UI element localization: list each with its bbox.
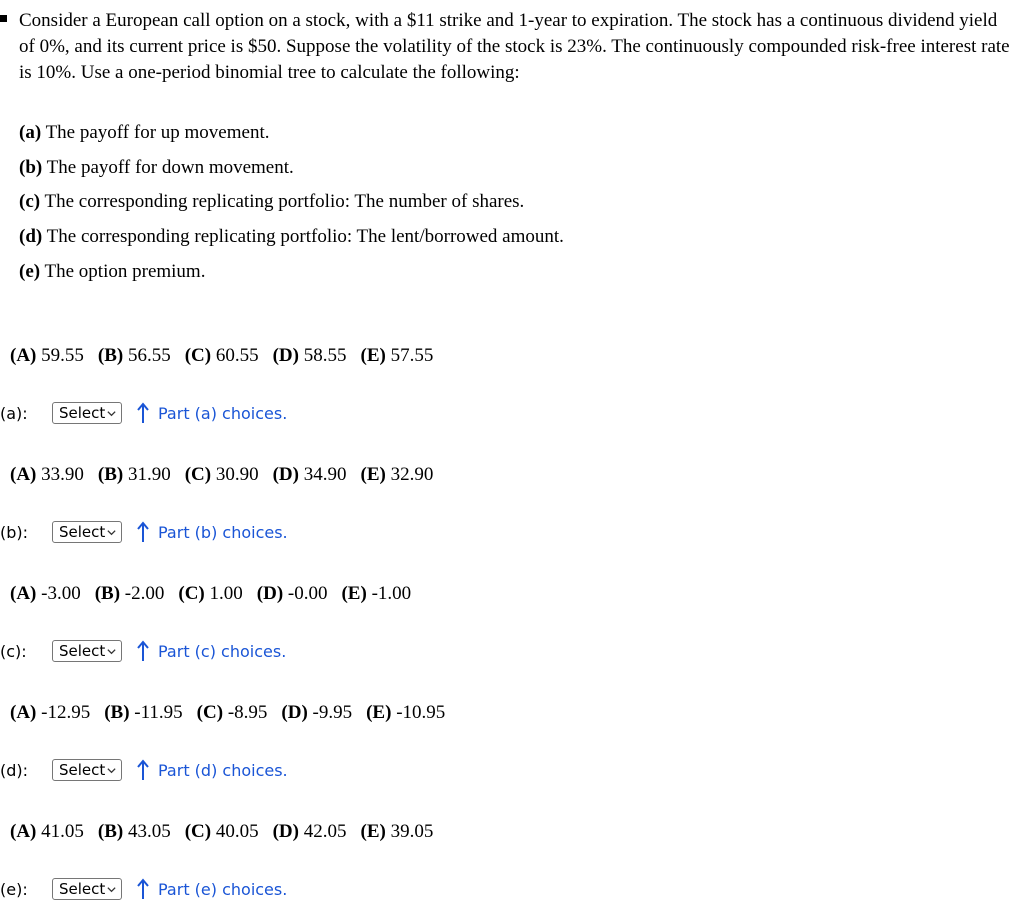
choice-letter: (A) xyxy=(10,821,37,842)
choice-value: 40.05 xyxy=(215,821,259,842)
choice-option xyxy=(10,345,84,366)
answer-row-b xyxy=(0,519,288,545)
choice-value: -12.95 xyxy=(41,702,91,723)
part-item-e xyxy=(19,257,564,292)
choice-option xyxy=(185,821,259,842)
choice-option xyxy=(10,583,81,604)
choice-value: -3.00 xyxy=(41,583,81,604)
choice-option xyxy=(366,702,445,723)
choice-option xyxy=(10,464,84,485)
part-choices-link-c[interactable]: Part (c) choices. xyxy=(158,641,287,661)
parts-list xyxy=(19,118,564,291)
choice-letter: (E) xyxy=(360,464,386,485)
answer-select-b[interactable] xyxy=(52,521,122,543)
choices-line-d xyxy=(10,702,459,724)
choice-letter: (D) xyxy=(272,345,299,366)
choice-value: 60.55 xyxy=(215,345,259,366)
choice-value: 31.90 xyxy=(127,464,171,485)
answer-select-c[interactable] xyxy=(52,640,122,662)
answer-label: (a): xyxy=(0,403,28,423)
select-value: Select xyxy=(59,880,106,898)
choice-option xyxy=(361,464,434,485)
choices-line-a xyxy=(10,345,447,367)
choice-value: 41.05 xyxy=(41,821,84,842)
choice-value: 33.90 xyxy=(41,464,84,485)
choice-option xyxy=(10,821,84,842)
part-letter: (a) xyxy=(19,122,42,143)
choice-letter: (D) xyxy=(281,702,308,723)
choice-value: 32.90 xyxy=(390,464,434,485)
choice-value: 42.05 xyxy=(303,821,347,842)
part-text: The payoff for down movement. xyxy=(46,156,294,178)
answer-row-e xyxy=(0,876,287,902)
choice-option xyxy=(341,583,411,604)
arrow-up-icon xyxy=(136,759,150,781)
choice-value: 34.90 xyxy=(303,464,347,485)
choice-value: -9.95 xyxy=(312,702,353,723)
choice-option xyxy=(273,345,347,366)
choice-letter: (C) xyxy=(178,583,205,604)
chevron-down-icon xyxy=(106,646,117,657)
answer-row-c xyxy=(0,638,286,664)
part-letter: (c) xyxy=(19,191,41,213)
choice-option xyxy=(257,583,328,604)
arrow-up-icon xyxy=(136,521,150,543)
choice-option xyxy=(185,464,259,485)
chevron-down-icon xyxy=(106,765,117,776)
choice-letter: (A) xyxy=(10,702,37,723)
answer-label: (e): xyxy=(0,879,28,899)
answer-select-a[interactable] xyxy=(52,402,122,424)
choices-line-e xyxy=(10,821,447,843)
part-text: The corresponding replicating portfolio: The number of shares. xyxy=(44,191,525,213)
chevron-down-icon xyxy=(106,408,117,419)
arrow-up-icon xyxy=(136,640,150,662)
choice-letter: (A) xyxy=(10,345,37,366)
choice-letter: (E) xyxy=(360,345,386,366)
choice-value: 39.05 xyxy=(390,821,434,842)
choice-option xyxy=(98,821,171,842)
select-value: Select xyxy=(59,761,106,779)
choice-letter: (B) xyxy=(104,702,130,723)
answer-label: (c): xyxy=(0,641,27,661)
choice-value: -0.00 xyxy=(287,583,328,604)
choice-letter: (E) xyxy=(341,583,367,604)
choice-letter: (D) xyxy=(272,464,299,485)
choice-option xyxy=(281,702,352,723)
choice-letter: (C) xyxy=(184,464,212,485)
part-choices-link-a[interactable]: Part (a) choices. xyxy=(158,403,288,423)
answer-label: (b): xyxy=(0,522,29,542)
choice-option xyxy=(98,345,171,366)
part-letter: (e) xyxy=(19,260,41,282)
choice-option xyxy=(361,345,434,366)
answer-label: (d): xyxy=(0,760,29,780)
part-item-d xyxy=(19,222,564,257)
choice-option xyxy=(197,702,268,723)
answer-row-d xyxy=(0,757,288,783)
part-text: The corresponding replicating portfolio: The lent/borrowed amount. xyxy=(46,226,564,248)
part-letter: (d) xyxy=(19,226,43,248)
part-choices-link-b[interactable]: Part (b) choices. xyxy=(158,522,288,542)
answer-select-d[interactable] xyxy=(52,759,122,781)
choice-option xyxy=(104,702,182,723)
choice-option xyxy=(95,583,165,604)
choice-option xyxy=(361,821,434,842)
chevron-down-icon xyxy=(106,884,117,895)
choice-letter: (E) xyxy=(360,821,386,842)
choice-option xyxy=(178,583,242,604)
choice-letter: (B) xyxy=(94,583,121,604)
choice-letter: (D) xyxy=(256,583,284,604)
select-value: Select xyxy=(59,523,106,541)
part-text: The option premium. xyxy=(44,260,206,282)
choice-value: -10.95 xyxy=(396,702,446,723)
part-item-c xyxy=(19,187,564,222)
choice-value: -2.00 xyxy=(124,583,165,604)
part-choices-link-d[interactable]: Part (d) choices. xyxy=(158,760,288,780)
choice-letter: (C) xyxy=(184,345,212,366)
chevron-down-icon xyxy=(106,527,117,538)
choice-option xyxy=(185,345,259,366)
choice-value: 57.55 xyxy=(390,345,434,366)
choice-value: 59.55 xyxy=(41,345,84,366)
choice-value: 58.55 xyxy=(303,345,347,366)
part-item-a xyxy=(19,118,564,153)
select-value: Select xyxy=(59,642,106,660)
part-text: The payoff for up movement. xyxy=(45,122,270,143)
choice-letter: (A) xyxy=(10,464,37,485)
choice-option xyxy=(98,464,171,485)
choice-value: -11.95 xyxy=(134,702,183,723)
part-choices-link-e[interactable]: Part (e) choices. xyxy=(158,879,288,899)
choices-line-c xyxy=(10,583,425,605)
part-item-b xyxy=(19,153,564,188)
choice-letter: (B) xyxy=(97,464,124,485)
choice-option xyxy=(273,821,347,842)
choice-value: 56.55 xyxy=(127,345,171,366)
choice-letter: (E) xyxy=(366,702,392,723)
choice-value: 1.00 xyxy=(209,583,243,604)
choice-value: -1.00 xyxy=(371,583,412,604)
answer-select-e[interactable] xyxy=(52,878,122,900)
choice-letter: (C) xyxy=(184,821,212,842)
arrow-up-icon xyxy=(136,878,150,900)
select-value: Select xyxy=(59,404,106,422)
choice-option xyxy=(273,464,347,485)
answer-row-a xyxy=(0,400,287,426)
choices-line-b xyxy=(10,464,447,486)
choice-letter: (C) xyxy=(196,702,224,723)
choice-letter: (A) xyxy=(10,583,37,604)
choice-option xyxy=(10,702,90,723)
choice-letter: (B) xyxy=(97,821,124,842)
question-bullet xyxy=(0,15,7,22)
arrow-up-icon xyxy=(136,402,150,424)
choice-letter: (B) xyxy=(97,345,124,366)
part-letter: (b) xyxy=(19,156,43,178)
choice-value: 30.90 xyxy=(215,464,259,485)
choice-value: 43.05 xyxy=(127,821,171,842)
question-text: Consider a European call option on a stock, with a $11 strike and 1-year to expiration. The stock has a continuous dividend yield of 0%, and its current price is $50. Suppose the volatility of the stock is 23%. The continuously compounded risk-free interest rate is 10%. Use a one-period binomial tree to calculate the following: xyxy=(19,10,1010,83)
choice-value: -8.95 xyxy=(227,702,268,723)
choice-letter: (D) xyxy=(272,821,299,842)
